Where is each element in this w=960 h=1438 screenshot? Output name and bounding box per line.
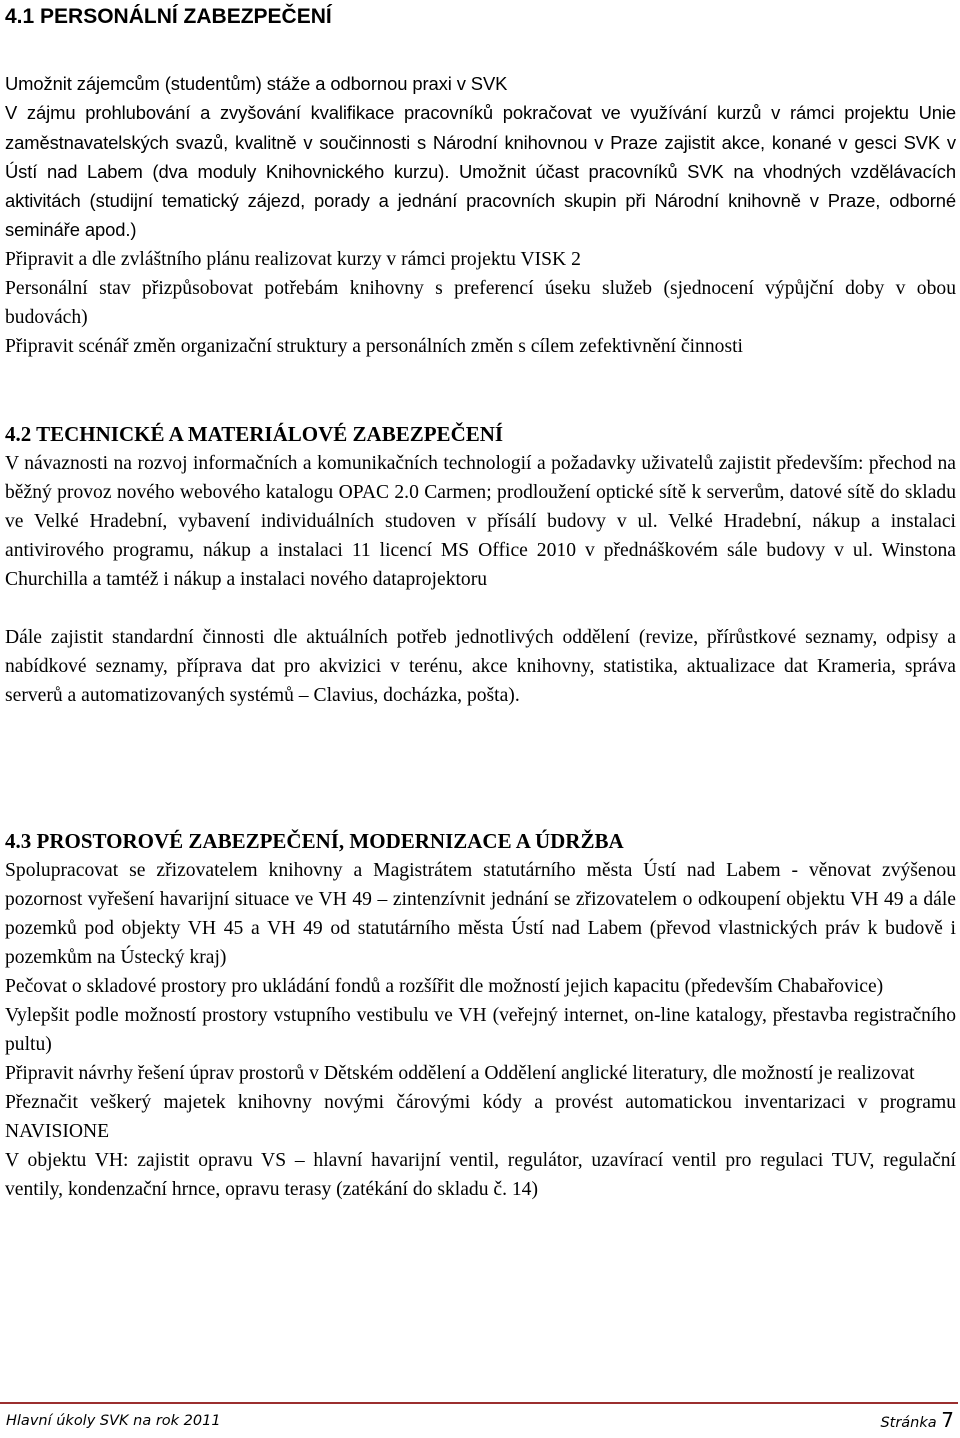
- spacer: [5, 361, 956, 420]
- paragraph: Připravit návrhy řešení úprav prostorů v Dětském oddělení a Oddělení anglické literatury, dle možností je realizovat: [5, 1062, 915, 1084]
- paragraph: Spolupracovat se zřizovatelem knihovny a Magistrátem statutárního města Ústí nad Labem - věnovat zvýšenou pozornost vyřešení havarijní situace ve VH 49 – zintenzívnit jednání se zřizovatelem o odkoupení objektu VH 49 a dále pozemků pod objekty VH 45 a VH 49 od statutárního města Ústí nad Labem (převod vlastnických práv k budově i pozemkům na Ústecký kraj): [5, 859, 956, 968]
- paragraph: Přeznačit veškerý majetek knihovny novými čárovými kódy a provést automatickou inventarizaci v programu NAVISIONE: [5, 1091, 956, 1142]
- paragraph: V návaznosti na rozvoj informačních a komunikačních technologií a požadavky uživatelů zajistit především: přechod na běžný provoz nového webového katalogu OPAC 2.0 Carmen; prodloužení optické sítě k serverům, datové sítě do skladu ve Velké Hradební, vybavení individuálních studoven v přísálí budovy v ul. Velké Hradební, nákup a instalaci antivirového programu, nákup a instalaci 11 licencí MS Office 2010 v přednáškovém sále budovy v ul. Winstona Churchilla a tamtéž i nákup a instalaci nového dataprojektoru: [5, 452, 956, 590]
- paragraph: Vylepšit podle možností prostory vstupního vestibulu ve VH (veřejný internet, on-line katalogy, přestavba registračního pultu): [5, 1004, 956, 1055]
- paragraph: V zájmu prohlubování a zvyšování kvalifikace pracovníků pokračovat ve využívání kurzů v rámci projektu Unie zaměstnavatelských svazů, kvalitně v součinnosti s Národní knihovnou v Praze zajistit akce, konané v gesci SVK v Ústí nad Labem (dva moduly Knihovnického kurzu). Umožnit účast pracovníků SVK na vhodných vzdělávacích aktivitách (studijní tematický zájezd, porady a jednání pracovních skupin při Národní knihovně v Praze, odborné semináře apod.): [5, 102, 956, 241]
- footer-title: Hlavní úkoly SVK na rok 2011: [6, 1413, 221, 1429]
- footer-page-label: Stránka: [880, 1415, 937, 1431]
- page-content: [5, 0, 956, 1204]
- footer-divider: [0, 1402, 958, 1404]
- section-heading-technical: 4.2 TECHNICKÉ A MATERIÁLOVÉ ZABEZPEČENÍ: [5, 421, 504, 446]
- spacer: [5, 594, 956, 623]
- footer-page-number: 7: [941, 1408, 954, 1432]
- section-heading-personal: 4.1 PERSONÁLNÍ ZABEZPEČENÍ: [5, 5, 332, 28]
- paragraph: Připravit scénář změn organizační struktury a personálních změn s cílem zefektivnění činnosti: [5, 335, 743, 357]
- paragraph: Pečovat o skladové prostory pro ukládání fondů a rozšířit dle možností jejich kapacitu (především Chabařovice): [5, 975, 884, 997]
- paragraph: Připravit a dle zvláštního plánu realizovat kurzy v rámci projektu VISK 2: [5, 248, 581, 270]
- paragraph: Dále zajistit standardní činnosti dle aktuálních potřeb jednotlivých oddělení (revize, přírůstkové seznamy, odpisy a nabídkové seznamy, příprava dat pro akvizici v terénu, akce knihovny, statistika, aktualizace dat Krameria, správa serverů a automatizovaných systémů – Clavius, docházka, pošta).: [5, 626, 956, 706]
- spacer: [5, 31, 956, 69]
- paragraph: V objektu VH: zajistit opravu VS – hlavní havarijní ventil, regulátor, uzavírací ventil pro regulaci TUV, regulační ventily, kondenzační hrnce, opravu terasy (zatékání do skladu č. 14): [5, 1149, 956, 1200]
- footer-page: [880, 1409, 954, 1434]
- paragraph: Personální stav přizpůsobovat potřebám knihovny s preferencí úseku služeb (sjednocení výpůjční doby v obou budovách): [5, 277, 956, 328]
- section-heading-spatial: 4.3 PROSTOROVÉ ZABEZPEČENÍ, MODERNIZACE A ÚDRŽBA: [5, 828, 624, 853]
- paragraph: Umožnit zájemcům (studentům) stáže a odbornou praxi v SVK: [5, 73, 508, 94]
- spacer: [5, 710, 956, 827]
